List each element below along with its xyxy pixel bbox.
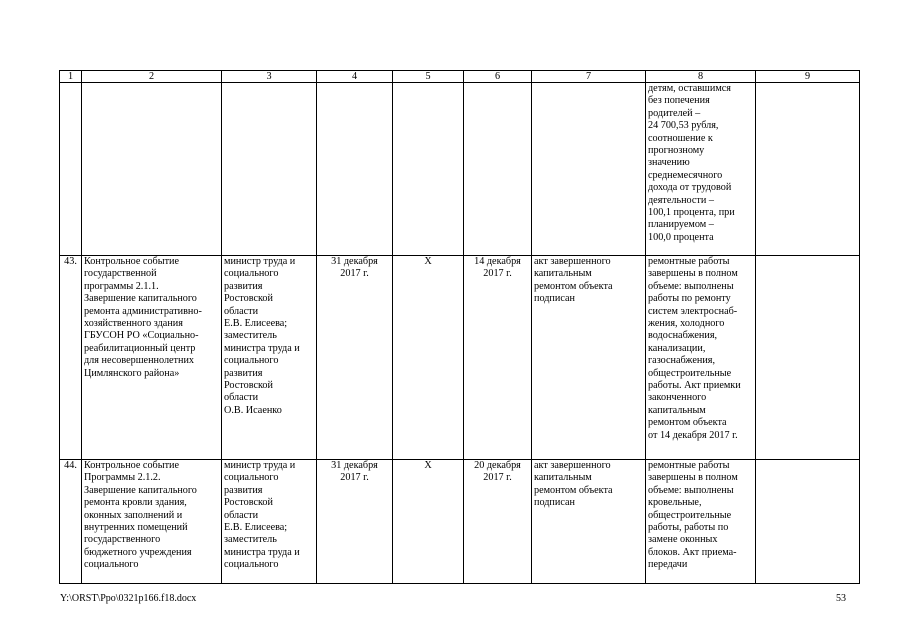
event-name-cell: Контрольное событие Программы 2.1.2. Завершение капитального ремонта кровли здания, оконных заполнений и внутренних помещений государственного бюджетного учреждения социального [82,460,222,584]
actual-date-cell [464,83,532,256]
column-number: 3 [222,71,317,83]
result-cell: акт завершенного капитальным ремонтом объекта подписан [532,460,646,584]
column-number: 2 [82,71,222,83]
column-number: 6 [464,71,532,83]
event-name-cell [82,83,222,256]
details-cell: ремонтные работы завершены в полном объеме: выполнены кровельные, общестроительные работы, работы по замене оконных блоков. Акт приема- передачи [646,460,756,584]
result-cell: акт завершенного капитальным ремонтом объекта подписан [532,256,646,460]
actual-date-cell: 20 декабря 2017 г. [464,460,532,584]
footer-file-path: Y:\ORST\Ppo\0321p166.f18.docx [60,593,197,604]
column-9-cell [756,256,860,460]
column-number: 5 [393,71,464,83]
column-5-cell [393,83,464,256]
row-number: 43. [60,256,82,460]
column-number: 7 [532,71,646,83]
column-number: 1 [60,71,82,83]
report-table [59,70,860,584]
table-row [60,83,860,256]
planned-date-cell: 31 декабря 2017 г. [317,256,393,460]
row-number [60,83,82,256]
responsible-cell [222,83,317,256]
row-number: 44. [60,460,82,584]
actual-date-cell: 14 декабря 2017 г. [464,256,532,460]
result-cell [532,83,646,256]
column-number: 4 [317,71,393,83]
column-5-cell: Х [393,460,464,584]
responsible-cell: министр труда и социального развития Ростовской области Е.В. Елисеева; заместитель министра труда и социального развития Ростовской области О.В. Исаенко [222,256,317,460]
column-number: 9 [756,71,860,83]
event-name-cell: Контрольное событие государственной программы 2.1.1. Завершение капитального ремонта административно- хозяйственного здания ГБУСОН РО «Социально- реабилитационный центр для несовершеннолетних Цимлянского района» [82,256,222,460]
column-number-row [60,71,860,83]
column-5-cell: Х [393,256,464,460]
column-9-cell [756,83,860,256]
table-row [60,256,860,460]
responsible-cell: министр труда и социального развития Ростовской области Е.В. Елисеева; заместитель министра труда и социального [222,460,317,584]
table-row [60,460,860,584]
planned-date-cell [317,83,393,256]
column-number: 8 [646,71,756,83]
page-number: 53 [836,593,846,604]
details-cell: детям, оставшимся без попечения родителей – 24 700,53 рубля, соотношение к прогнозному значению среднемесячного дохода от трудовой деятельности – 100,1 процента, при планируемом – 100,0 процента [646,83,756,256]
details-cell: ремонтные работы завершены в полном объеме: выполнены работы по ремонту систем электроснаб- жения, холодного водоснабжения, канализации, газоснабжения, общестроительные работы. Акт приемки законченного капитальным ремонтом объекта от 14 декабря 2017 г. [646,256,756,460]
column-9-cell [756,460,860,584]
planned-date-cell: 31 декабря 2017 г. [317,460,393,584]
